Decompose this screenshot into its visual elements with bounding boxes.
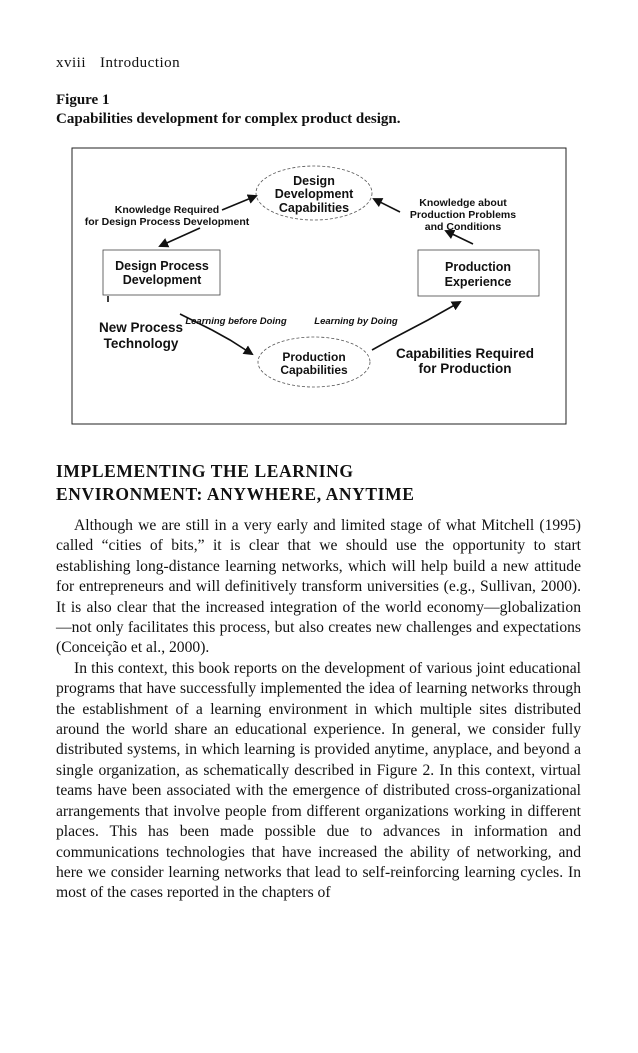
node-cap-required-2: for Production <box>418 361 512 376</box>
node-knowledge-about-3: and Conditions <box>424 221 502 233</box>
section-heading-line1: IMPLEMENTING THE LEARNING <box>56 461 354 481</box>
figure-caption: Capabilities development for complex product design. <box>56 111 401 127</box>
node-knowledge-req-2: for Design Process Development <box>84 216 250 228</box>
figure-label: Figure 1 <box>56 92 110 108</box>
node-knowledge-about-2: Production Problems <box>409 209 517 221</box>
node-production-cap-1: Production <box>282 350 346 364</box>
page-number: xviii <box>56 55 87 71</box>
paragraph-2: In this context, this book reports on the development of various joint educational programs that have successfully implemented the idea of learning networks through the establishment of a learning environment in which multiple sites distributed around the world share an educational experience. In general, we consider fully distributed systems, in which learning is provided anytime, anyplace, and beyond a single organization, as schematically described in Figure 2. In this context, virtual teams have been associated with the emergence of distributed cross-organizational arrangements that involve people from different organizations working in different places. This has been made possible due to advances in information and communications technologies that have increased the ability of networking, and here we consider learning networks that lead to self-reinforcing learning cycles. In most of the cases reported in the chapters of <box>56 659 581 902</box>
node-new-process-2: Technology <box>103 336 179 351</box>
node-design-1: Design <box>293 174 335 188</box>
running-title: Introduction <box>100 55 181 71</box>
node-design-process-2: Development <box>122 273 202 287</box>
node-design-2: Development <box>274 187 354 201</box>
body-text <box>56 516 581 904</box>
node-cap-required-1: Capabilities Required <box>395 346 535 361</box>
node-new-process-1: New Process <box>98 320 184 335</box>
node-production-exp-2: Experience <box>444 275 512 289</box>
node-production-exp-1: Production <box>445 260 511 274</box>
node-knowledge-about-1: Knowledge about <box>419 197 507 209</box>
section-heading <box>56 460 596 506</box>
section-heading-line2: ENVIRONMENT: ANYWHERE, ANYTIME <box>56 484 415 504</box>
label-learning-before: Learning before Doing <box>185 316 287 327</box>
node-design-process-1: Design Process <box>115 259 209 273</box>
label-learning-by: Learning by Doing <box>314 316 398 327</box>
arrow-to-design-process <box>160 228 200 246</box>
paragraph-1: Although we are still in a very early and limited stage of what Mitchell (1995) called “cities of bits,” it is clear that we should use the opportunity to start establishing long-distance learning networks, which will help build a new attitude for entrepreneurs and will definitively transform universities (e.g., Sullivan, 2000). It is also clear that the increased integration of the world economy—globalization—not only facilitates this process, but also creates new challenges and expectations (Conceição et al., 2000). <box>56 517 581 657</box>
node-design-3: Capabilities <box>278 201 350 215</box>
arrow-to-design-capabilities <box>222 196 256 210</box>
node-production-cap-2: Capabilities <box>280 363 348 377</box>
arrow-from-knowledge-about <box>374 199 400 212</box>
node-knowledge-req-1: Knowledge Required <box>114 204 220 216</box>
